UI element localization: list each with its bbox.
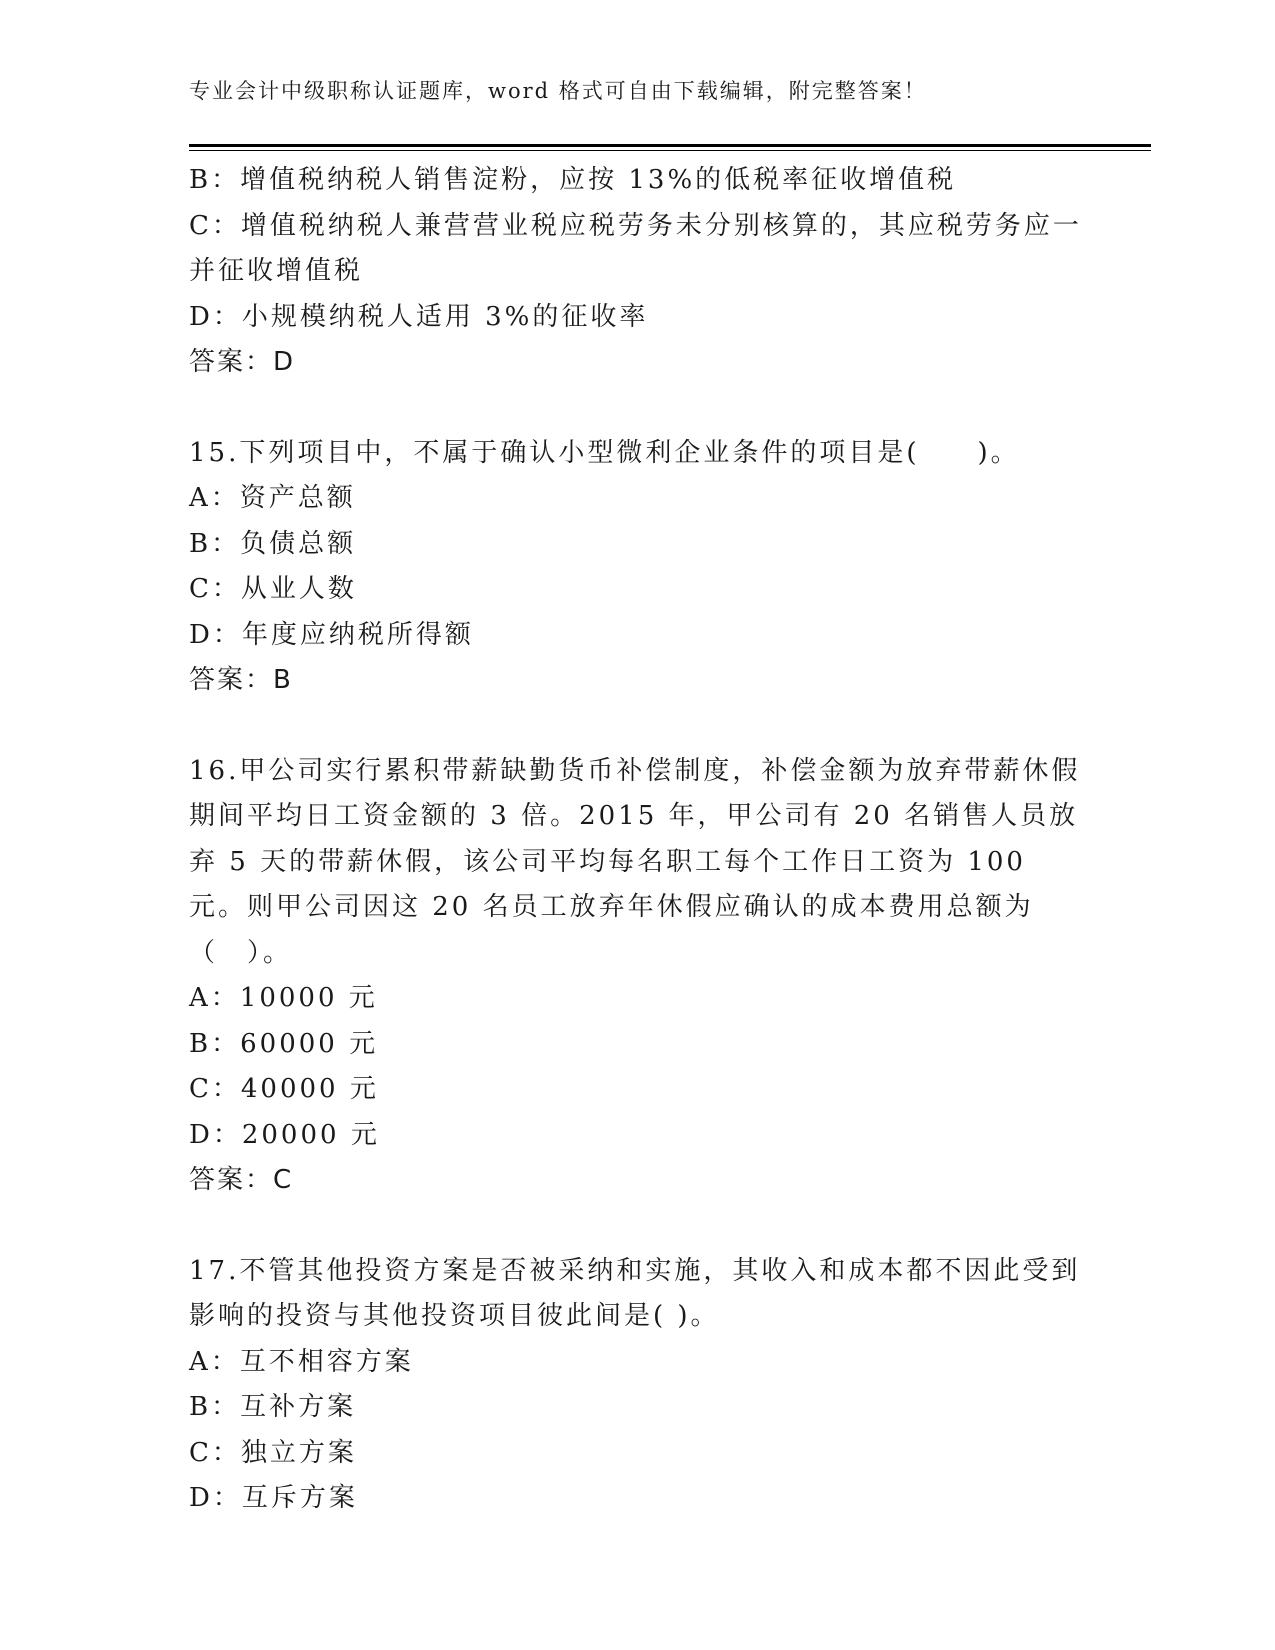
question-17 [189, 1249, 1089, 1522]
option-b: B：负债总额 [189, 528, 357, 559]
header-rule-thin [189, 150, 1151, 151]
option-c: C：独立方案 [189, 1437, 357, 1468]
option-c: C：增值税纳税人兼营营业税应税劳务未分别核算的，其应税劳务应一并征收增值税 [189, 210, 1082, 286]
question-stem: 17.不管其他投资方案是否被采纳和实施，其收入和成本都不因此受到影响的投资与其他投资项目彼此间是( )。 [189, 1255, 1081, 1331]
option-d: D：互斥方案 [189, 1483, 358, 1513]
option-a: A：资产总额 [189, 483, 356, 513]
document-header: 专业会计中级职称认证题库，word 格式可自由下载编辑，附完整答案！ [189, 79, 927, 103]
option-d: D：小规模纳税人适用 3%的征收率 [189, 301, 649, 332]
answer-line: 答案：B [189, 665, 293, 695]
option-d: D：年度应纳税所得额 [189, 619, 474, 650]
answer-line: 答案：C [189, 1165, 294, 1195]
answer-line: 答案：D [189, 347, 296, 377]
option-b: B：增值税纳税人销售淀粉，应按 13%的低税率征收增值税 [189, 165, 957, 195]
option-c: C：40000 元 [189, 1074, 379, 1104]
question-stem: 15.下列项目中，不属于确认小型微利企业条件的项目是( )。 [189, 437, 1020, 468]
question-15 [189, 431, 1089, 704]
option-d: D：20000 元 [189, 1119, 380, 1150]
document-body [189, 158, 1089, 1522]
option-a: A：10000 元 [189, 983, 378, 1013]
option-c: C：从业人数 [189, 574, 357, 604]
question-16 [189, 749, 1089, 1204]
header-rule-thick [189, 144, 1151, 147]
question-14-continued [189, 158, 1089, 386]
option-b: B：互补方案 [189, 1392, 357, 1422]
option-b: B：60000 元 [189, 1028, 379, 1059]
option-a: A：互不相容方案 [189, 1346, 414, 1377]
question-stem: 16.甲公司实行累积带薪缺勤货币补偿制度，补偿金额为放弃带薪休假期间平均日工资金额的 3 倍。2015 年，甲公司有 20 名销售人员放弃 5 天的带薪休假，该公司平均每名职工每个工作日工资为 100 元。则甲公司因这 20 名员工放弃年休假应确认的成本费用总额为（ ）。 [189, 755, 1081, 968]
